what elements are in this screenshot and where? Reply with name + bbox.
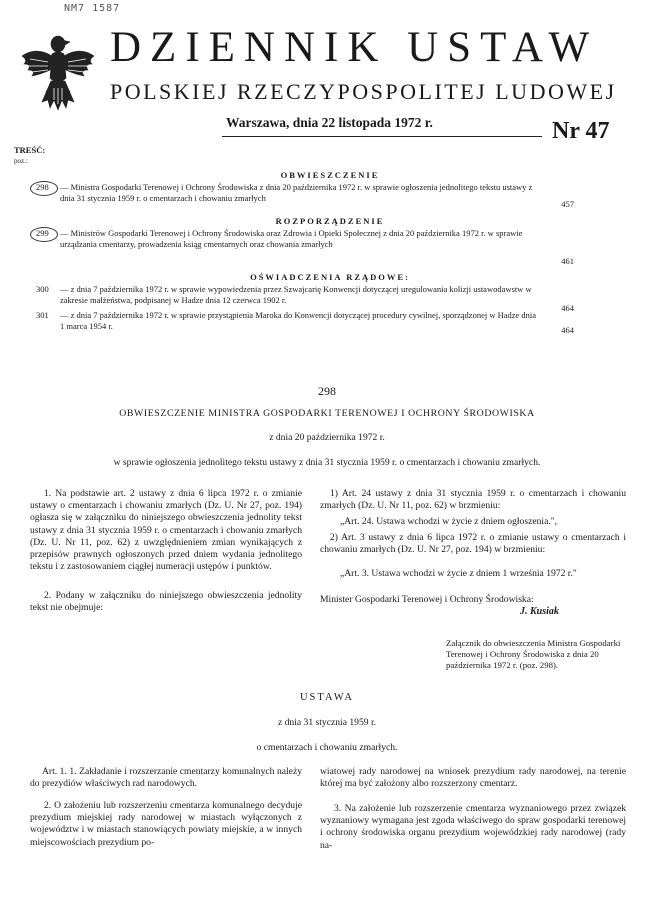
document-date: z dnia 20 października 1972 r.	[269, 432, 385, 443]
document-title: OBWIESZCZENIE MINISTRA GOSPODARKI TERENOWEJ I OCHRONY ŚRODOWISKA	[119, 408, 535, 419]
toc-entry-text: — z dnia 7 października 1972 r. w sprawie wypowiedzenia przez Szwajcarię Konwencji dotyczącej uregulowania kolizji ustawodawstw w zakresie małżeństwa, podpisanej w Hadze dnia 12 czerwca 1902 r.	[60, 284, 532, 305]
toc-page: 461	[561, 256, 574, 266]
masthead-rule	[222, 136, 542, 137]
eagle-emblem-icon	[18, 26, 98, 118]
toc-entry-text: — z dnia 7 października 1972 r. w sprawie przystąpienia Maroka do Konwencji dotyczącej procedury cywilnej, sporządzonej w Hadze dnia 1 marca 1954 r.	[60, 310, 537, 331]
act-subject: o cmentarzach i chowaniu zmarłych.	[256, 742, 398, 753]
toc-entry-text: — Ministra Gospodarki Terenowej i Ochrony Środowiska z dnia 20 października 1972 r. w sprawie ogłoszenia jednolitego tekstu ustawy z dnia 31 stycznia 1959 r. o cmentarzach i chowaniu zmarłych	[60, 182, 533, 203]
toc-poz: 300	[36, 284, 49, 294]
journal-subtitle: POLSKIEJ RZECZYPOSPOLITEJ LUDOWEJ	[110, 79, 617, 104]
minister-line: Minister Gospodarki Terenowej i Ochrony Środowiska:	[320, 594, 534, 605]
toc-heading-oswiadczenia: OŚWIADCZENIA RZĄDOWE:	[250, 272, 410, 282]
toc-poz: 301	[36, 310, 49, 320]
position-number: 298	[318, 384, 336, 398]
issue-number: Nr 47	[552, 118, 610, 144]
paragraph: wiatowej rady narodowej na wniosek prezydium rady narodowej, na terenie której ma być założony albo rozszerzony cmentarz.	[320, 766, 626, 790]
handwritten-note: NM7 1587	[64, 3, 121, 14]
toc-label: TREŚĆ:	[14, 145, 46, 155]
toc-heading-obwieszczenie: OBWIESZCZENIE	[280, 170, 380, 180]
toc-heading-rozporzadzenie: ROZPORZĄDZENIE	[275, 216, 385, 226]
document-subject: w sprawie ogłoszenia jednolitego tekstu ustawy z dnia 31 stycznia 1959 r. o cmentarzach i chowaniu zmarłych.	[113, 457, 541, 468]
paragraph: 3. Na założenie lub rozszerzenie cmentarza wyznaniowego przez związek wyznaniowy wymagana jest zgoda właściwego do spraw gospodarki terenowej i ochrony środowiska organu prezydium wojewódzkiej rady narodowej (rady na-	[320, 803, 626, 851]
issue-date: Warszawa, dnia 22 listopada 1972 r.	[226, 115, 433, 130]
paragraph: 2. O założeniu lub rozszerzeniu cmentarza komunalnego decyduje prezydium miejskiej rady narodowej w miastach wyłączonych z województw i w miastach stanowiących powiaty miejskie, a w innych miejscowościach prezydium po-	[30, 800, 302, 848]
toc-page: 464	[561, 303, 574, 313]
paragraph: 1) Art. 24 ustawy z dnia 31 stycznia 1959 r. o cmentarzach i chowaniu zmarłych (Dz. U. Nr 11, poz. 62) w brzmieniu:	[320, 488, 626, 512]
act-date: z dnia 31 stycznia 1959 r.	[277, 717, 377, 728]
toc-poz-label: poz.:	[14, 157, 28, 165]
toc-page: 457	[561, 199, 574, 209]
paragraph: Art. 1. 1. Zakładanie i rozszerzanie cmentarzy komunalnych należy do prezydiów właściwych rad narodowych.	[30, 766, 302, 790]
quoted-article: „Art. 3. Ustawa wchodzi w życie z dniem 1 września 1972 r."	[340, 568, 577, 579]
act-heading: USTAWA	[299, 692, 355, 703]
toc-poz: 299	[36, 228, 49, 238]
paragraph: 2. Podany w załączniku do niniejszego obwieszczenia jednolity tekst nie obejmuje:	[30, 590, 302, 614]
annex-note: Załącznik do obwieszczenia Ministra Gospodarki Terenowej i Ochrony Środowiska z dnia 20 października 1972 r. (poz. 298).	[446, 638, 621, 670]
signature: J. Kusiak	[520, 606, 559, 617]
toc-entry-text: — Ministrów Gospodarki Terenowej i Ochrony Środowiska oraz Zdrowia i Opieki Społecznej z dnia 20 października 1972 r. w sprawie urządzania cmentarzy, prowadzenia ksiąg cmentarnych oraz chowania zmarłych	[60, 228, 523, 249]
paragraph: 1. Na podstawie art. 2 ustawy z dnia 6 lipca 1972 r. o zmianie ustawy o cmentarzach i chowaniu zmarłych (Dz. U. Nr 27, poz. 194) ogłasza się w załączniku do niniejszego obwieszczenia jednolity tekst ustawy z dnia 31 stycznia 1959 r. o cmentarzach i chowaniu zmarłych (Dz. U. Nr 11, poz. 62) z uwzględnieniem zmian wynikających z przepisów prawnych ogłoszonych przed dniem wydania jednolitego tekstu i z zastosowaniem ciągłej numeracji ustępów i punktów.	[30, 488, 302, 573]
toc-poz: 298	[36, 182, 49, 192]
journal-title: DZIENNIK USTAW	[110, 24, 599, 71]
paragraph: 2) Art. 3 ustawy z dnia 6 lipca 1972 r. o zmianie ustawy o cmentarzach i chowaniu zmarłych (Dz. U. Nr 27, poz. 194) w brzmieniu:	[320, 532, 626, 556]
quoted-article: „Art. 24. Ustawa wchodzi w życie z dniem ogłoszenia.",	[340, 516, 558, 527]
toc-page: 464	[561, 325, 574, 335]
